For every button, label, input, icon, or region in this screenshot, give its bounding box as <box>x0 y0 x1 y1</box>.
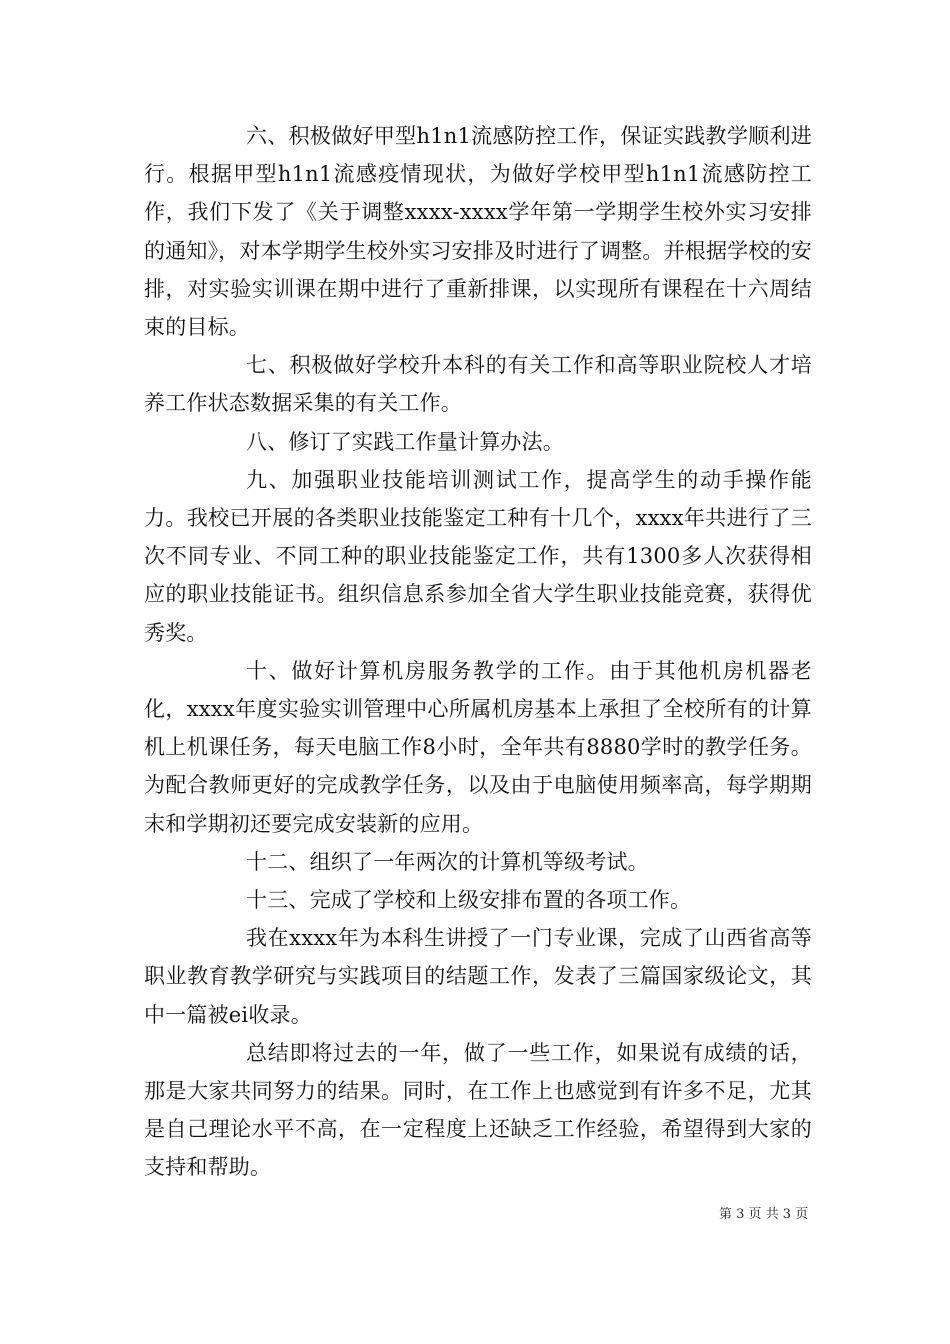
page-number-footer: 第 3 页 共 3 页 <box>719 1207 809 1222</box>
paragraph-workload-revision: 八、修订了实践工作量计算办法。 <box>246 429 564 454</box>
paragraph-other-tasks: 十三、完成了学校和上级安排布置的各项工作。 <box>246 888 692 913</box>
paragraph-personal-achievements: 我在xxxx年为本科生讲授了一门专业课，完成了山西省高等职业教育教学研究与实践项目的结题工作，发表了三篇国家级论文，其中一篇被ei收录。 <box>144 926 812 1027</box>
document-body <box>144 117 812 1187</box>
paragraph-computer-lab: 十、做好计算机房服务教学的工作。由于其他机房机器老化，xxxx年度实验实训管理中心所属机房基本上承担了全校所有的计算机上机课任务，每天电脑工作8小时，全年共有8880学时的教学任务。为配合教师更好的完成教学任务，以及由于电脑使用频率高，每学期期末和学期初还要完成安装新的应用。 <box>144 658 812 836</box>
paragraph-computer-exam: 十二、组织了一年两次的计算机等级考试。 <box>246 849 649 874</box>
paragraph-upgrade-undergraduate: 七、积极做好学校升本科的有关工作和高等职业院校人才培养工作状态数据采集的有关工作。 <box>144 353 812 416</box>
paragraph-epidemic-prevention: 六、积极做好甲型h1n1流感防控工作，保证实践教学顺利进行。根据甲型h1n1流感疫情现状，为做好学校甲型h1n1流感防控工作，我们下发了《关于调整xxxx-xxxx学年第一学期学生校外实习安排的通知》，对本学期学生校外实习安排及时进行了调整。并根据学校的安排，对实验实训课在期中进行了重新排课，以实现所有课程在十六周结束的目标。 <box>144 124 812 340</box>
paragraph-skills-training: 九、加强职业技能培训测试工作，提高学生的动手操作能力。我校已开展的各类职业技能鉴定工种有十几个，xxxx年共进行了三次不同专业、不同工种的职业技能鉴定工作，共有1300多人次获得相应的职业技能证书。组织信息系参加全省大学生职业技能竞赛，获得优秀奖。 <box>144 467 812 645</box>
paragraph-summary: 总结即将过去的一年，做了一些工作，如果说有成绩的话，那是大家共同努力的结果。同时，在工作上也感觉到有许多不足，尤其是自己理论水平不高，在一定程度上还缺乏工作经验，希望得到大家的支持和帮助。 <box>144 1040 812 1180</box>
